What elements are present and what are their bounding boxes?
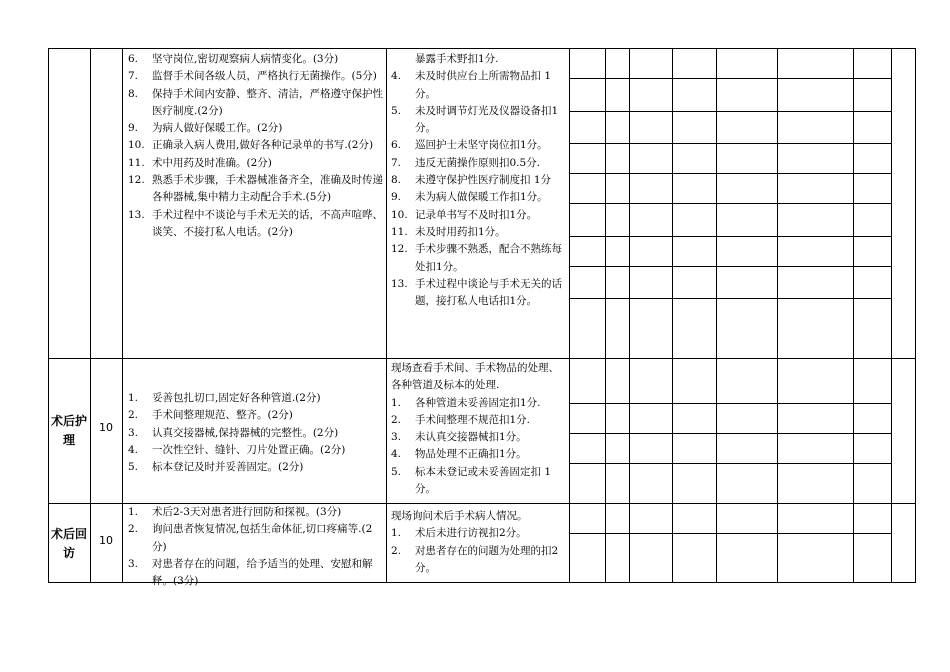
item-number: 4. <box>128 443 139 456</box>
item-text: 记录单书写不及时扣1分。 <box>415 208 538 221</box>
deduction-item <box>391 172 567 189</box>
item-text: 未为病人做保暖工作扣1分。 <box>415 191 548 204</box>
score-value <box>90 48 122 358</box>
item-text: 对患者存在的问题为处理的扣2分。 <box>415 544 559 574</box>
item-number: 1. <box>391 527 402 540</box>
item-text: 妥善包扎切口,固定好各种管道.(2分) <box>152 392 321 404</box>
deduction-item <box>391 525 567 542</box>
item-number: 11. <box>128 156 145 169</box>
item-text: 认真交接器械,保持器械的完整性。(2分) <box>152 426 339 439</box>
deduction-item <box>391 137 567 154</box>
deduction-item <box>391 189 567 206</box>
item-number: 2. <box>391 544 402 557</box>
score-value: 10 <box>99 421 113 434</box>
item-text: 标本未登记或未妥善固定扣 1分。 <box>415 465 552 496</box>
deduction-item <box>391 224 567 241</box>
evaluation-table <box>48 48 916 588</box>
deduction-item <box>391 68 567 103</box>
item-text: 暴露手术野扣1分. <box>415 53 499 65</box>
standard-item <box>128 521 384 556</box>
item-number: 12. <box>391 243 408 256</box>
deductions-list <box>391 360 567 498</box>
item-text: 未认真交接器械扣1分。 <box>415 431 527 444</box>
item-number: 12. <box>128 174 145 187</box>
standard-item <box>128 86 384 121</box>
item-text: 未及时调节灯光及仪器设备扣1分。 <box>415 104 559 135</box>
standard-item <box>128 68 384 85</box>
deduction-item <box>391 155 567 172</box>
item-text: 手术过程中不谈论与手术无关的话，不高声喧哗、谈笑、不接打私人电话。(2分) <box>152 208 383 238</box>
item-text: 保持手术间内安静、整齐、清洁，严格遵守保护性医疗制度.(2分) <box>152 87 383 117</box>
item-number: 3. <box>128 557 139 570</box>
item-number: 9. <box>391 191 402 204</box>
item-text: 术中用药及时准确。(2分) <box>152 156 272 169</box>
item-number: 3. <box>391 431 402 444</box>
standard-item <box>128 504 384 521</box>
item-text: 坚守岗位,密切观察病人病情变化。(3分) <box>152 53 339 65</box>
item-number: 8. <box>128 87 139 100</box>
item-number: 13. <box>128 208 145 221</box>
item-text: 未及时用药扣1分。 <box>415 225 506 238</box>
item-number: 8. <box>391 174 402 187</box>
item-number: 4. <box>391 70 402 83</box>
item-number: 9. <box>128 122 139 135</box>
item-number: 3. <box>128 426 139 439</box>
category-label: 术后回访 <box>50 527 87 560</box>
standard-item <box>128 120 384 137</box>
standard-item <box>128 207 384 242</box>
item-number: 6. <box>391 139 402 152</box>
item-number: 11. <box>391 225 408 238</box>
standard-item <box>128 556 384 591</box>
item-text: 一次性空针、缝针、刀片处置正确。(2分) <box>152 443 346 456</box>
deduction-item <box>391 51 567 68</box>
item-text: 熟悉手术步骤，手术器械准备齐全，准确及时传递各种器械,集中精力主动配合手术.(5分) <box>152 174 383 204</box>
item-text: 未及时供应台上所需物品扣 1分。 <box>415 70 552 100</box>
item-text: 询问患者恢复情况,包括生命体征,切口疼痛等.(2分) <box>152 523 373 553</box>
category-label <box>48 48 90 358</box>
item-number: 1. <box>128 392 139 404</box>
deduction-item <box>391 464 567 499</box>
item-text: 手术过程中谈论与手术无关的话题，接打私人电话扣1分。 <box>415 277 562 308</box>
item-number: 1. <box>128 506 139 518</box>
standard-item <box>128 425 384 442</box>
item-text: 巡回护士未坚守岗位扣1分。 <box>415 139 548 152</box>
item-text: 对患者存在的问题，给予适当的处理、安慰和解释。(3分) <box>152 557 373 588</box>
deduction-item <box>391 446 567 463</box>
deduction-item <box>391 207 567 224</box>
item-text: 未遵守保护性医疗制度扣 1分 <box>415 174 552 187</box>
standards-list <box>128 51 384 241</box>
deduction-item <box>391 241 567 276</box>
item-text: 手术步骤不熟悉，配合不熟练每处扣1分。 <box>415 243 562 273</box>
score-value: 10 <box>99 534 113 547</box>
item-number: 6. <box>128 53 139 65</box>
item-text: 术后未进行访视扣2分。 <box>415 527 527 540</box>
item-number: 2. <box>128 409 139 422</box>
standard-item <box>128 155 384 172</box>
item-text: 手术间整理不规范扣1分. <box>415 413 531 426</box>
item-number: 1. <box>391 396 402 409</box>
item-text: 术后2-3天对患者进行回防和探视。(3分) <box>152 506 342 518</box>
deduction-item <box>391 429 567 446</box>
standard-item <box>128 459 384 476</box>
standard-item <box>128 407 384 424</box>
item-number: 7. <box>391 156 402 169</box>
deduction-item <box>391 543 567 578</box>
standard-item <box>128 137 384 154</box>
deduction-item <box>391 395 567 412</box>
item-text: 标本登记及时并妥善固定。(2分) <box>152 461 304 474</box>
deduction-item <box>391 276 567 311</box>
deductions-list <box>391 51 567 310</box>
item-text: 各种管道未妥善固定扣1分. <box>415 396 541 409</box>
standard-item <box>128 442 384 459</box>
item-number: 5. <box>391 465 402 478</box>
deductions-list <box>391 508 567 577</box>
standard-item <box>128 390 384 407</box>
item-number: 7. <box>128 70 139 83</box>
item-text: 手术间整理规范、整齐。(2分) <box>152 409 293 422</box>
item-number: 10. <box>128 139 145 152</box>
deduction-intro: 现场询问术后手术病人情况。 <box>391 510 528 522</box>
item-number: 2. <box>391 413 402 426</box>
item-number: 13. <box>391 277 408 290</box>
deduction-item <box>391 103 567 138</box>
item-text: 物品处理不正确扣1分。 <box>415 448 527 461</box>
item-text: 为病人做好保暖工作。(2分) <box>152 122 283 135</box>
category-label: 术后护理 <box>50 414 87 447</box>
standards-list <box>128 504 384 590</box>
item-number: 5. <box>391 104 402 117</box>
item-number: 5. <box>128 461 139 474</box>
item-number: 10. <box>391 208 408 221</box>
item-text: 正确录入病人费用,做好各种记录单的书写.(2分) <box>152 139 374 152</box>
item-number: 2. <box>128 523 139 536</box>
item-text: 监督手术间各级人员，严格执行无菌操作。(5分) <box>152 70 377 83</box>
item-number: 4. <box>391 448 402 461</box>
deduction-intro: 现场查看手术间、手术物品的处理、各种管道及标本的处理. <box>391 362 559 392</box>
standards-list <box>128 390 384 476</box>
standard-item <box>128 172 384 207</box>
deduction-item <box>391 412 567 429</box>
item-text: 违反无菌操作原则扣0.5分. <box>415 156 541 169</box>
standard-item <box>128 51 384 68</box>
